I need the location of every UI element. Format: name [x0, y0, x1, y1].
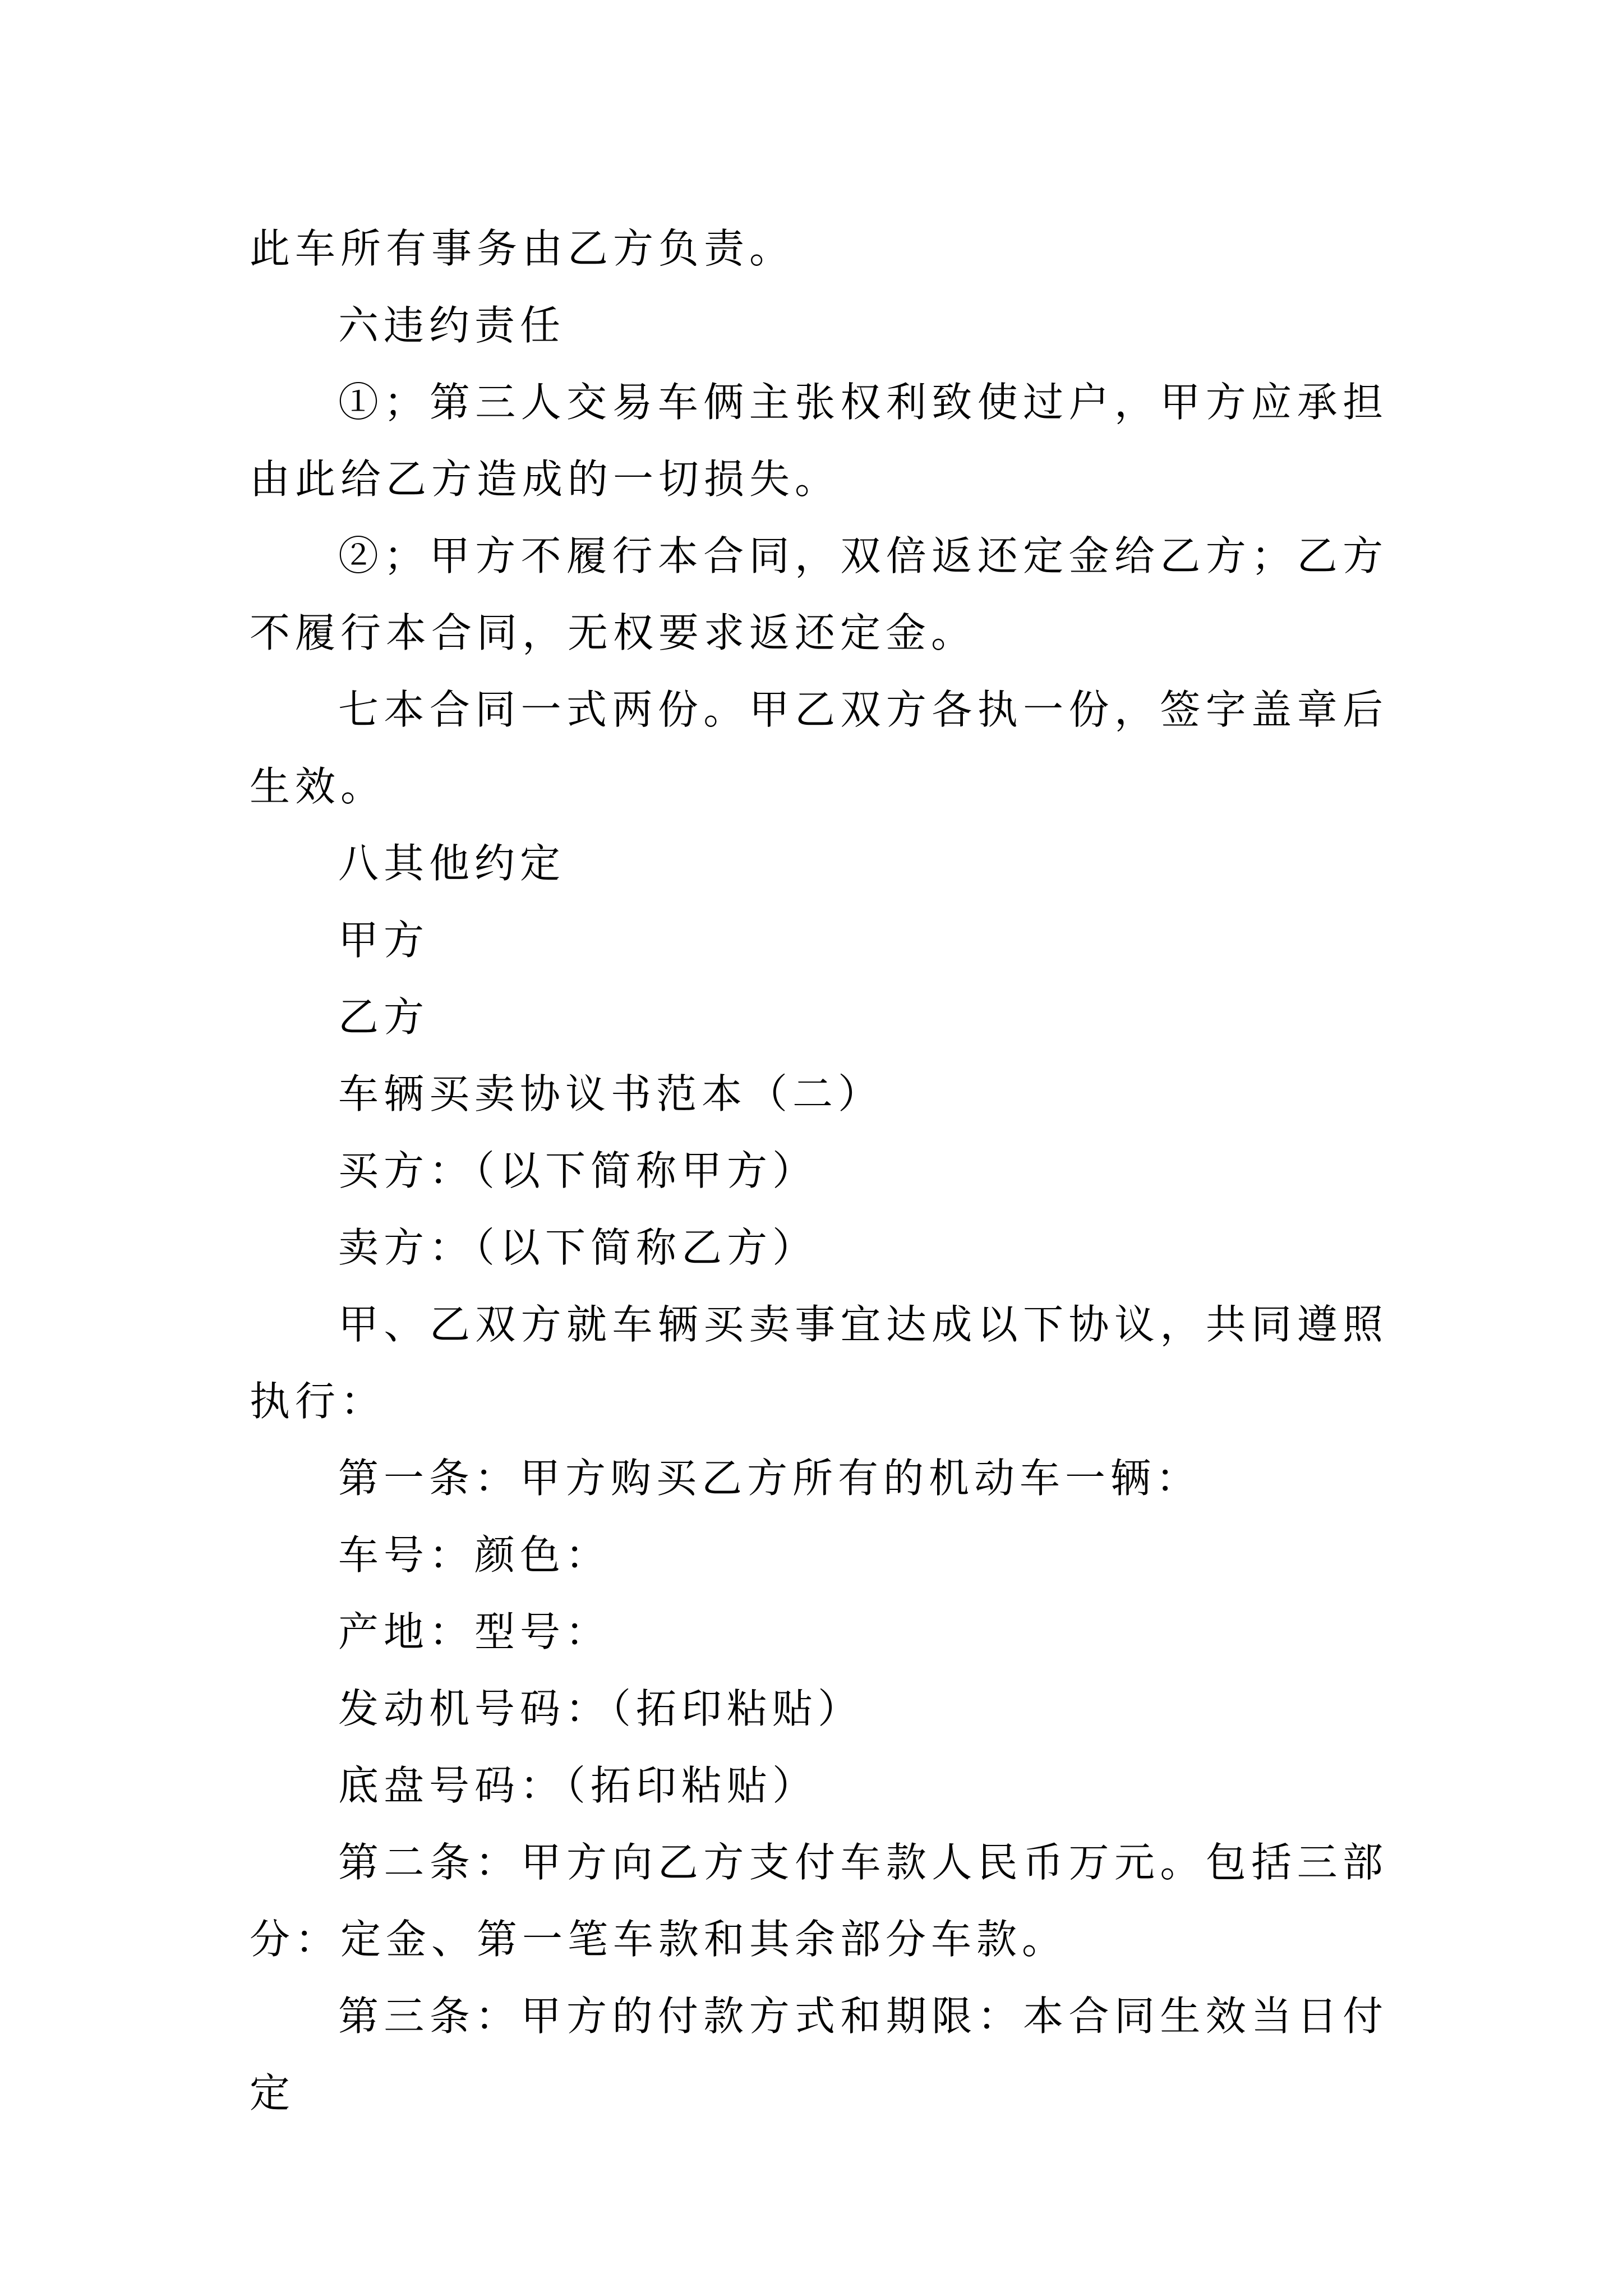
- article-3: 第三条：甲方的付款方式和期限：本合同生效当日付定: [250, 1993, 1388, 2116]
- party-a-label: 甲方: [338, 917, 430, 964]
- section-heading-other-terms: 八其他约定: [338, 840, 566, 887]
- buyer-line: 买方：（以下简称甲方）: [338, 1147, 818, 1194]
- paragraph: 甲、乙双方就车辆买卖事宜达成以下协议，共同遵照执行：: [250, 1301, 1388, 1425]
- plate-color-line: 车号：颜色：: [338, 1531, 611, 1579]
- paragraph: 此车所有事务由乙方负责。: [250, 225, 795, 272]
- document-body: [250, 210, 1388, 2132]
- origin-model-line: 产地：型号：: [338, 1608, 611, 1655]
- engine-number-line: 发动机号码：（拓印粘贴）: [338, 1685, 864, 1732]
- paragraph: ①；第三人交易车俩主张权利致使过户，甲方应承担由此给乙方造成的一切损失。: [250, 379, 1388, 503]
- article-2: 第二条：甲方向乙方支付车款人民币万元。包括三部分：定金、第一笔车款和其余部分车款。: [250, 1839, 1388, 1963]
- document-title: 车辆买卖协议书范本（二）: [338, 1070, 884, 1117]
- article-1: 第一条：甲方购买乙方所有的机动车一辆：: [338, 1455, 1202, 1502]
- paragraph: ②；甲方不履行本合同，双倍返还定金给乙方；乙方不履行本合同，无权要求返还定金。: [250, 532, 1388, 656]
- section-heading-breach-liability: 六违约责任: [338, 302, 566, 349]
- paragraph: 七本合同一式两份。甲乙双方各执一份，签字盖章后生效。: [250, 686, 1388, 810]
- party-b-label: 乙方: [338, 993, 430, 1041]
- chassis-number-line: 底盘号码：（拓印粘贴）: [338, 1762, 818, 1809]
- seller-line: 卖方：（以下简称乙方）: [338, 1224, 818, 1271]
